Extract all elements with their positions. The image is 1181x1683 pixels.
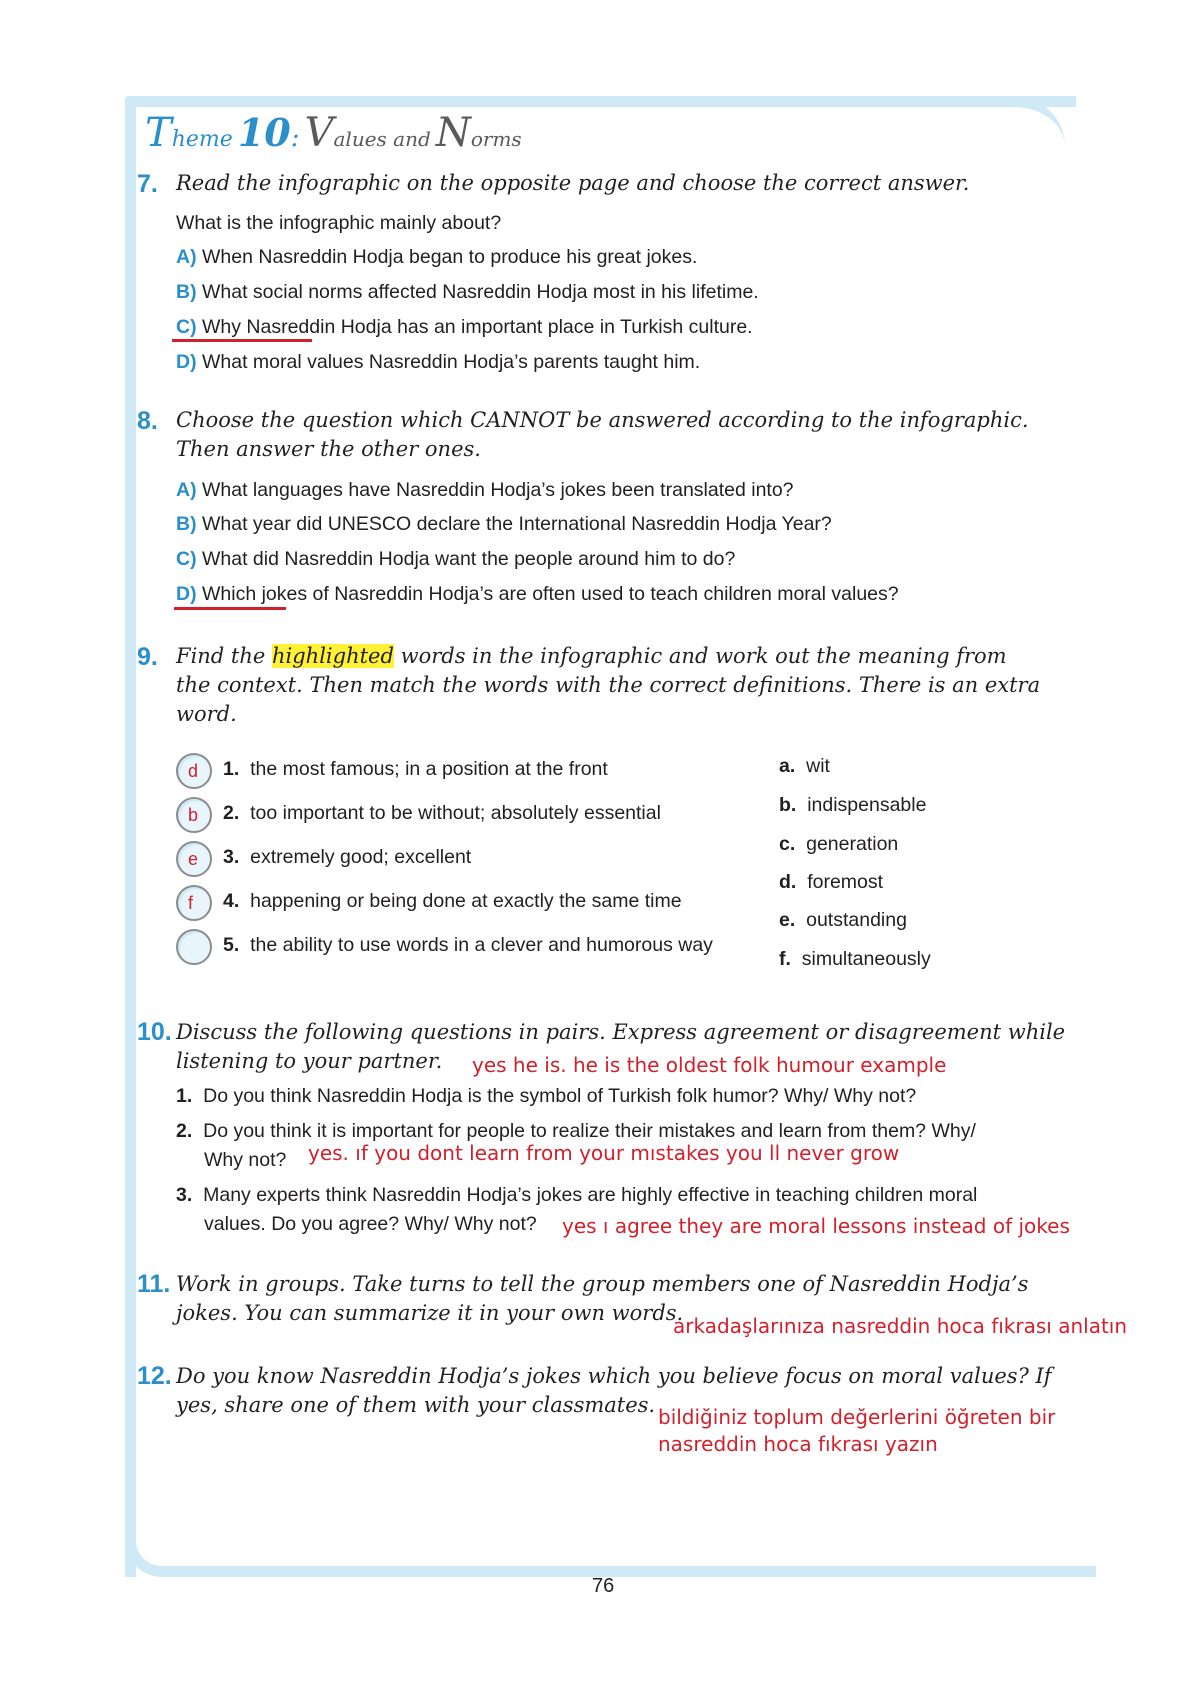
q12-number: 12. [137,1362,172,1390]
q10-number: 10. [137,1018,172,1046]
q8-option-b: B) What year did UNESCO declare the International Nasreddin Hodja Year? [176,513,832,535]
handwritten-answer-11: arkadaşlarınıza nasreddin hoca fıkrası anlatın [673,1314,1128,1338]
q11-instruction-line-2: jokes. You can summarize it in your own words. [176,1301,684,1325]
handwritten-answer-12-line-1: bildiğiniz toplum değerlerini öğreten bir [658,1405,1056,1429]
answer-circle-1[interactable]: d [176,753,212,789]
definition-2: 2. too important to be without; absolutely essential [223,802,661,824]
q10-item-3: 3. Many experts think Nasreddin Hodja’s jokes are highly effective in teaching children moral [176,1184,978,1206]
answer-underline [174,607,286,610]
q10-instruction-line-1: Discuss the following questions in pairs. Express agreement or disagreement while [176,1020,1066,1044]
q7-option-b: B) What social norms affected Nasreddin Hodja most in his lifetime. [176,281,759,303]
q7-instruction: Read the infographic on the opposite page and choose the correct answer. [176,171,970,195]
answer-circle-4[interactable]: f [176,885,212,921]
q8-option-d: D) Which jokes of Nasreddin Hodja’s are often used to teach children moral values? [176,583,899,605]
q7-option-d: D) What moral values Nasreddin Hodja’s parents taught him. [176,351,701,373]
q12-instruction-line-2: yes, share one of them with your classmates. [176,1393,656,1417]
handwritten-answer-12-line-2: nasreddin hoca fıkrası yazın [658,1432,938,1456]
word-b: b. indispensable [779,794,927,816]
q7-option-a: A) When Nasreddin Hodja began to produce his great jokes. [176,246,698,268]
q10-instruction-line-2: listening to your partner. [176,1049,443,1073]
word-a: a. wit [779,755,830,777]
answer-circle-5[interactable] [176,929,212,965]
theme-title: Theme 10: Values and Norms [145,110,522,156]
q11-instruction-line-1: Work in groups. Take turns to tell the group members one of Nasreddin Hodja’s [176,1272,1029,1296]
q9-instruction-line-1: Find the highlighted words in the infographic and work out the meaning from [176,644,1007,668]
page-number: 76 [592,1575,615,1597]
word-e: e. outstanding [779,909,907,931]
q7-number: 7. [137,170,158,198]
answer-circle-2[interactable]: b [176,797,212,833]
q8-option-c: C) What did Nasreddin Hodja want the people around him to do? [176,548,736,570]
q9-instruction-line-3: word. [176,702,237,726]
word-d: d. foremost [779,871,884,893]
handwritten-answer-10-1: yes he is. he is the oldest folk humour example [472,1053,947,1077]
q8-instruction-line-1: Choose the question which CANNOT be answered according to the infographic. [176,408,1029,432]
q7-question: What is the infographic mainly about? [176,212,502,234]
highlighted-word: highlighted [272,644,394,668]
word-c: c. generation [779,833,899,855]
answer-underline [172,339,312,342]
handwritten-answer-10-3: yes ı agree they are moral lessons instead of jokes [562,1214,1070,1238]
definition-3: 3. extremely good; excellent [223,846,472,868]
page-frame-bottom [125,1540,1096,1577]
definition-4: 4. happening or being done at exactly the same time [223,890,682,912]
q8-instruction-line-2: Then answer the other ones. [176,437,481,461]
q10-item-3-cont: values. Do you agree? Why/ Why not? [204,1213,537,1235]
handwritten-answer-10-2: yes. ıf you dont learn from your mıstakes you ll never grow [308,1141,900,1165]
q8-option-a: A) What languages have Nasreddin Hodja’s jokes been translated into? [176,479,794,501]
q9-number: 9. [137,643,158,671]
q9-instruction-line-2: the context. Then match the words with the correct definitions. There is an extra [176,673,1041,697]
q12-instruction-line-1: Do you know Nasreddin Hodja’s jokes which you believe focus on moral values? If [176,1364,1052,1388]
q8-number: 8. [137,407,158,435]
q10-item-2-cont: Why not? [204,1149,287,1171]
q10-item-1: 1. Do you think Nasreddin Hodja is the symbol of Turkish folk humor? Why/ Why not? [176,1085,917,1107]
q10-item-2: 2. Do you think it is important for people to realize their mistakes and learn from them? Why/ [176,1120,976,1142]
definition-1: 1. the most famous; in a position at the front [223,758,608,780]
q7-option-c: C) Why Nasreddin Hodja has an important place in Turkish culture. [176,316,753,338]
word-f: f. simultaneously [779,948,931,970]
definition-5: 5. the ability to use words in a clever and humorous way [223,934,713,956]
q11-number: 11. [137,1270,171,1298]
answer-circle-3[interactable]: e [176,841,212,877]
